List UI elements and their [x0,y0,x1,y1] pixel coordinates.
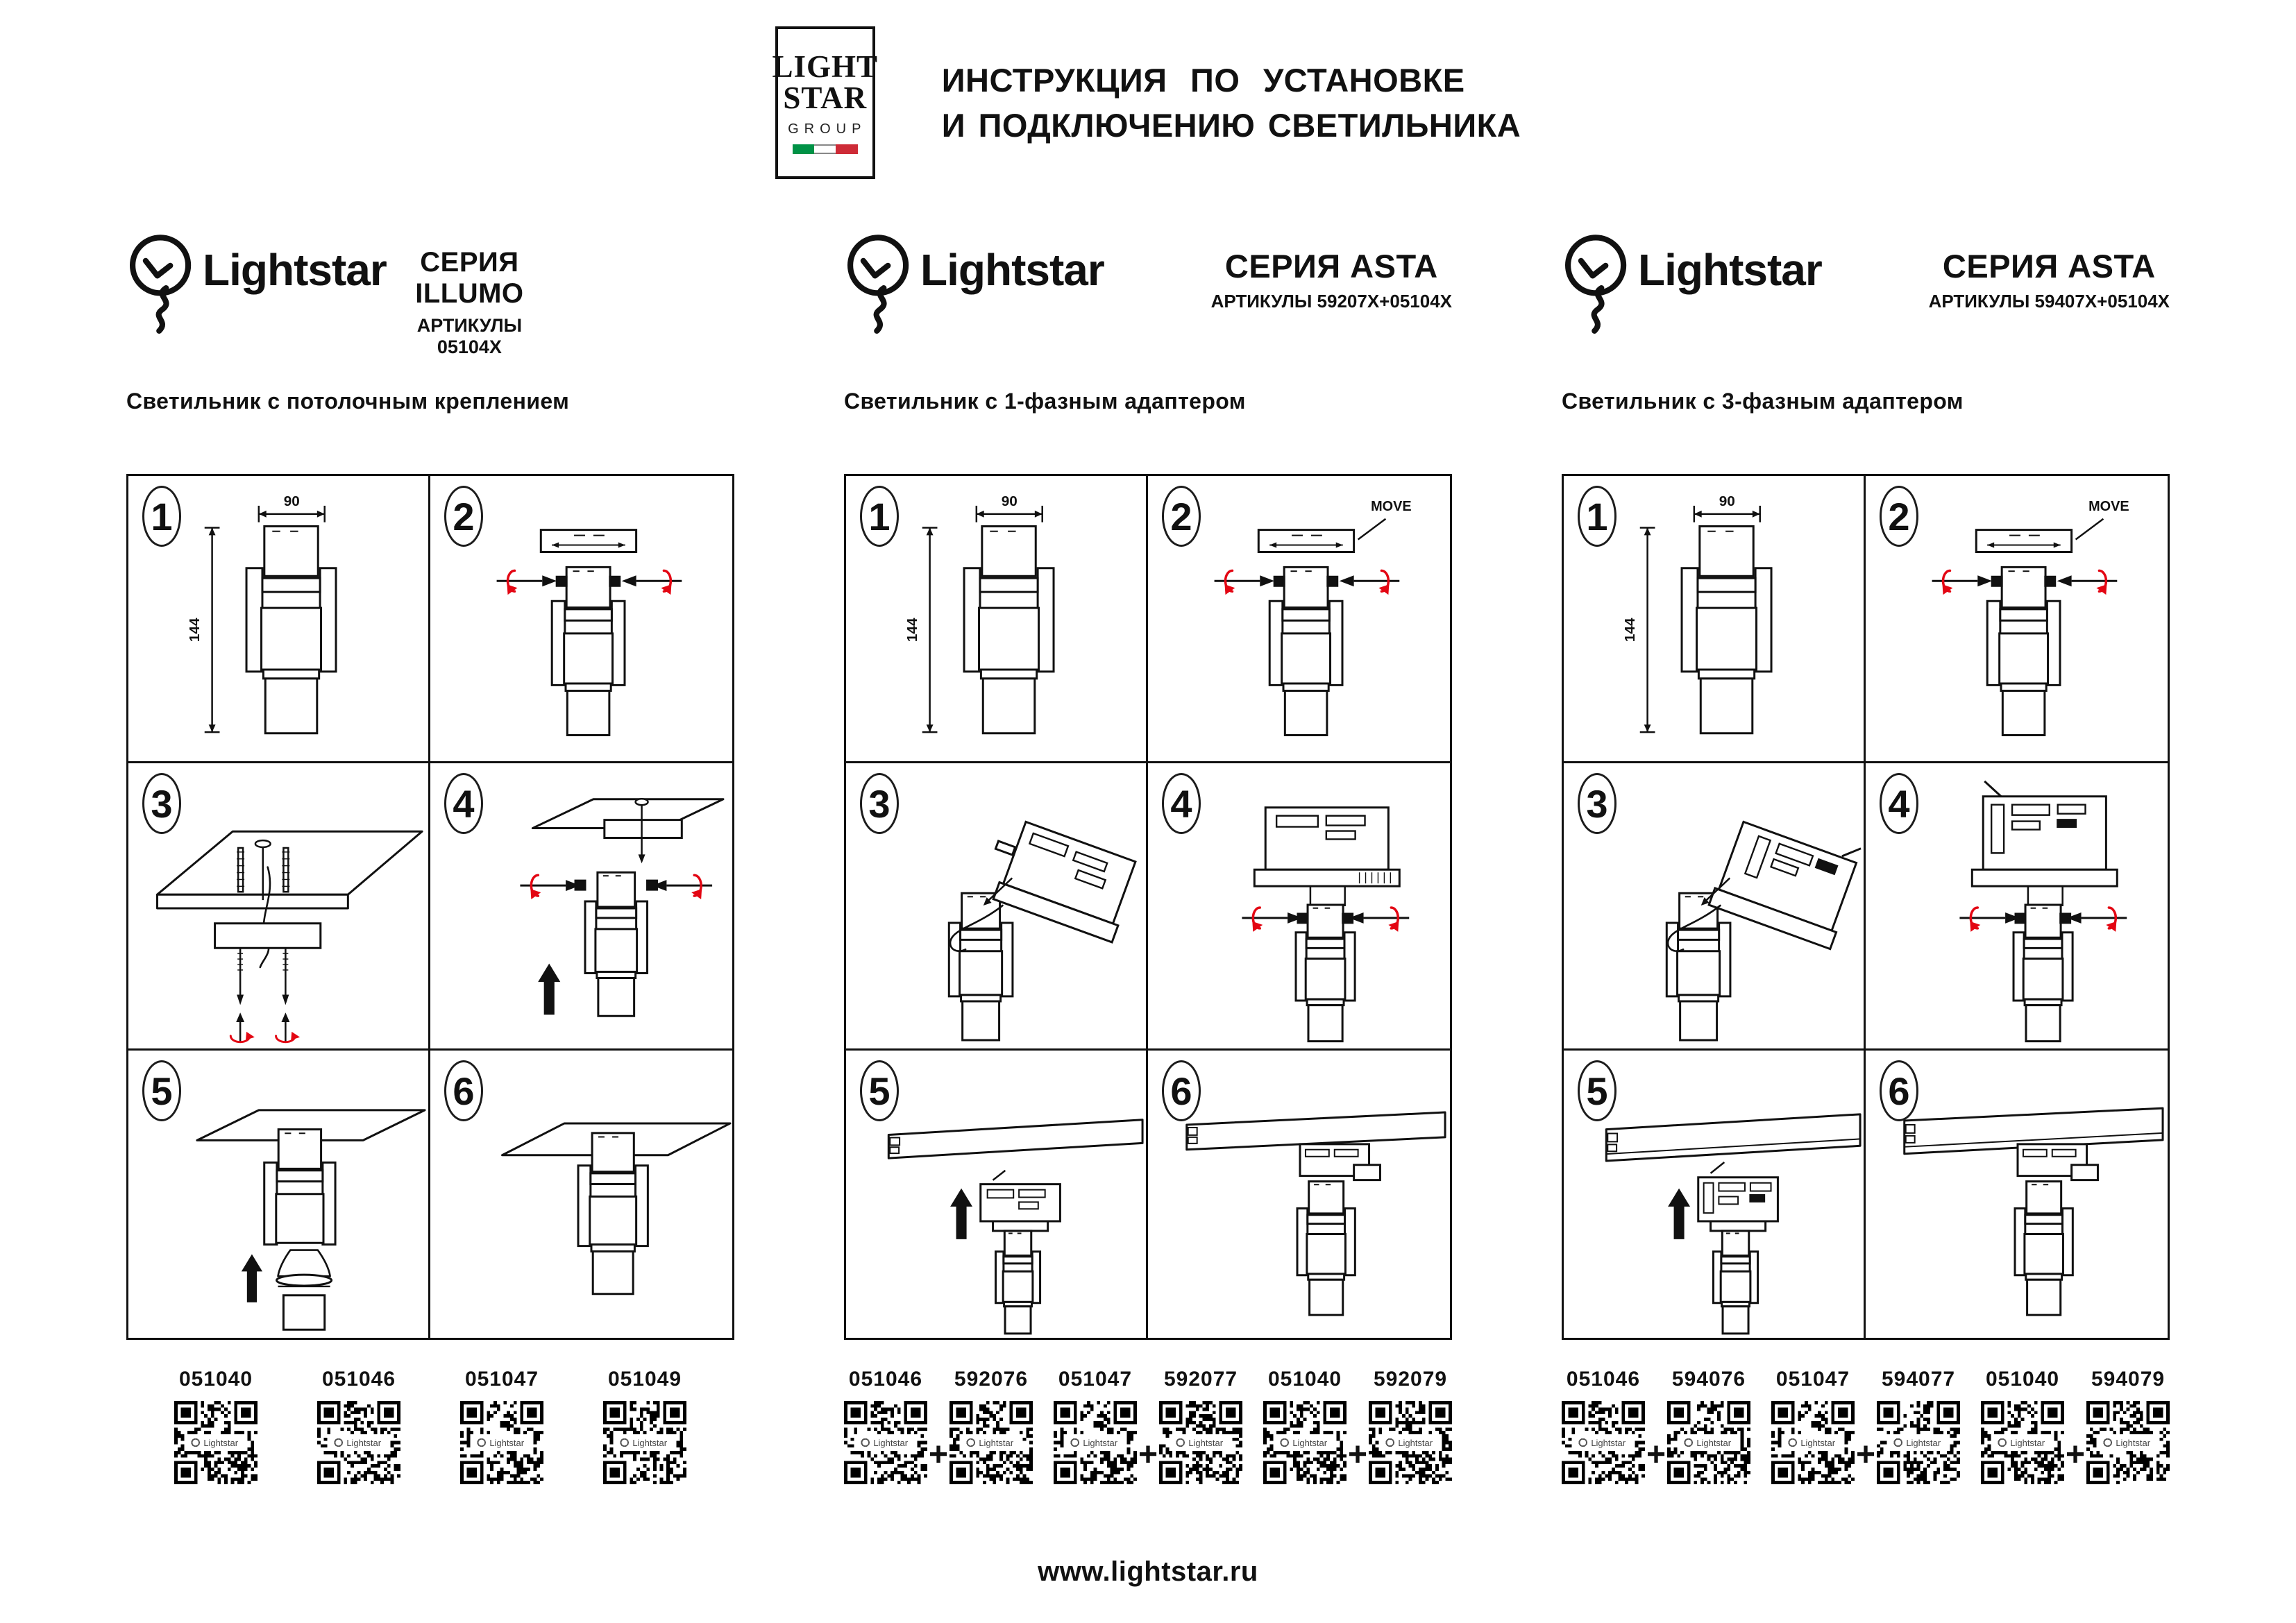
plus-icon: + [928,1436,948,1473]
title-line-2: И ПОДКЛЮЧЕНИЮ СВЕТИЛЬНИКА [941,107,1521,144]
step-number: 5 [868,1069,890,1113]
qr-watermark: Lightstar [346,1437,382,1448]
step-number-badge [1578,486,1617,547]
qr-code [1369,1401,1452,1484]
qr-code [1054,1401,1137,1484]
qr-row [844,1368,1452,1484]
qr-item [1771,1368,1855,1484]
columns-container [0,229,2296,1484]
qr-watermark: Lightstar [1398,1437,1433,1448]
qr-pair [1981,1368,2170,1484]
diagram-label: 144 [904,618,920,643]
diagram-label: 144 [1621,618,1638,643]
diagram-label: 144 [186,618,203,643]
logo-star-text: STAR [783,80,868,115]
step-number-badge [1578,1060,1617,1121]
lightstar-wordmark: Lightstar [203,245,387,295]
qr-watermark: Lightstar [2010,1437,2045,1448]
step-cell-5 [846,1051,1148,1338]
step-cell-3 [128,763,430,1051]
step-number: 1 [868,494,890,538]
step-number-badge [444,773,483,834]
qr-article-label: 051040 [1267,1368,1342,1391]
qr-code [1667,1401,1750,1484]
step-number-badge [142,1060,181,1121]
qr-article-label: 051046 [1566,1368,1640,1391]
step-number-badge [1880,1060,1918,1121]
step-number-badge [1162,486,1201,547]
steps-grid [1562,474,2170,1340]
plus-icon: + [2066,1436,2086,1473]
step-number: 6 [1888,1069,1910,1113]
title-line-1: ИНСТРУКЦИЯ ПО УСТАНОВКЕ [941,62,1465,99]
step-number-badge [444,486,483,547]
qr-item [1054,1368,1137,1484]
step-number: 3 [1586,781,1608,826]
qr-code [460,1401,543,1484]
step-number: 5 [1586,1069,1608,1113]
qr-code [1263,1401,1347,1484]
qr-code [1981,1401,2064,1484]
plus-icon: + [1348,1436,1368,1473]
diagram-label: MOVE [1371,498,1412,514]
italy-flag-icon [793,144,858,154]
qr-watermark: Lightstar [1083,1437,1118,1448]
qr-article-label: 051040 [178,1368,253,1391]
step-number-badge [1162,773,1201,834]
step-cell-4 [1866,763,2168,1051]
qr-watermark: Lightstar [632,1437,668,1448]
qr-row [1562,1368,2170,1484]
qr-row [126,1368,734,1484]
qr-article-label: 592077 [1163,1368,1238,1391]
diagram-label: 90 [1001,493,1018,509]
step-number: 1 [151,494,173,538]
step-number-badge [1578,773,1617,834]
qr-pair [1771,1368,1960,1484]
column-subtitle: Светильник с 1-фазным адаптером [844,389,1246,414]
column-illumo [126,229,734,1484]
qr-watermark: Lightstar [203,1437,239,1448]
qr-watermark: Lightstar [1591,1437,1626,1448]
step-number: 2 [453,494,475,538]
step-number: 1 [1586,494,1608,538]
brand-row [126,229,734,357]
qr-pair [1562,1368,1750,1484]
series-title: СЕРИЯ ASTA [1224,248,1438,284]
qr-watermark: Lightstar [979,1437,1014,1448]
lightstar-bulb-icon [844,229,913,341]
qr-watermark: Lightstar [2116,1437,2151,1448]
qr-code [949,1401,1033,1484]
footer-url: www.lightstar.ru [1038,1556,1258,1587]
qr-code [1159,1401,1242,1484]
series-block [387,247,552,358]
qr-item [2086,1368,2170,1484]
header [0,26,2296,179]
plus-icon: + [1138,1436,1158,1473]
step-cell-3 [1564,763,1866,1051]
step-number-badge [142,773,181,834]
column-subtitle: Светильник с потолочным креплением [126,389,570,414]
column-asta-1phase [844,229,1452,1484]
diagram-label: 90 [283,493,300,509]
series-articles: АРТИКУЛЫ 59407X+05104X [1928,291,2170,312]
qr-article-label: 594076 [1671,1368,1746,1391]
qr-code [2086,1401,2170,1484]
qr-watermark: Lightstar [1906,1437,1941,1448]
step-number-badge [1880,773,1918,834]
qr-pair [1054,1368,1242,1484]
series-title: СЕРИЯ ASTA [1942,248,2156,284]
step-number: 3 [151,781,173,826]
qr-item [317,1368,400,1484]
step-cell-1 [846,476,1148,763]
qr-watermark: Lightstar [1292,1437,1328,1448]
qr-item [1369,1368,1452,1484]
qr-article-label: 051047 [464,1368,539,1391]
column-asta-3phase [1562,229,2170,1484]
step-number: 4 [1170,781,1192,826]
diagram-label: MOVE [2088,498,2129,514]
qr-item [1562,1368,1645,1484]
step-number: 6 [1170,1069,1192,1113]
qr-watermark: Lightstar [1696,1437,1732,1448]
step-number-badge [1880,486,1918,547]
step-cell-5 [1564,1051,1866,1338]
qr-item [1667,1368,1750,1484]
logo-light-text: LIGHT [772,49,879,85]
step-cell-1 [128,476,430,763]
step-number: 2 [1170,494,1192,538]
qr-article-label: 051047 [1775,1368,1850,1391]
qr-pair [1263,1368,1452,1484]
qr-code [174,1401,258,1484]
logo-group-text: GROUP [788,121,867,137]
step-number-badge [1162,1060,1201,1121]
plus-icon: + [1646,1436,1666,1473]
step-number-badge [860,773,899,834]
qr-item [603,1368,686,1484]
step-cell-6 [1866,1051,2168,1338]
lightstar-group-logo [772,26,879,179]
qr-item [1159,1368,1242,1484]
step-number-badge [860,1060,899,1121]
qr-item [949,1368,1033,1484]
lightstar-wordmark: Lightstar [1638,245,1822,295]
step-number: 4 [453,781,475,826]
step-number: 3 [868,781,890,826]
step-cell-2 [1866,476,2168,763]
step-number: 2 [1888,494,1910,538]
step-cell-4 [1148,763,1450,1051]
series-articles: АРТИКУЛЫ 05104X [416,315,523,357]
qr-item [1877,1368,1960,1484]
qr-article-label: 594079 [2091,1368,2166,1391]
step-cell-3 [846,763,1148,1051]
step-number: 5 [151,1069,173,1113]
lightstar-bulb-icon [126,229,196,341]
steps-grid [844,474,1452,1340]
step-cell-2 [1148,476,1450,763]
qr-article-label: 594077 [1881,1368,1956,1391]
brand-row [1562,229,2170,347]
step-cell-2 [430,476,732,763]
steps-grid [126,474,734,1340]
qr-watermark: Lightstar [489,1437,525,1448]
series-articles: АРТИКУЛЫ 59207X+05104X [1210,291,1452,312]
qr-item [174,1368,258,1484]
qr-watermark: Lightstar [1188,1437,1224,1448]
column-subtitle: Светильник с 3-фазным адаптером [1562,389,1964,414]
step-cell-6 [1148,1051,1450,1338]
qr-article-label: 051049 [607,1368,682,1391]
step-cell-5 [128,1051,430,1338]
lightstar-bulb-icon [1562,229,1631,341]
qr-code [1877,1401,1960,1484]
qr-pair [844,1368,1033,1484]
qr-article-label: 051047 [1058,1368,1133,1391]
step-number-badge [444,1060,483,1121]
footer [0,1556,2296,1588]
qr-code [1562,1401,1645,1484]
brand-row [844,229,1452,347]
series-block [1929,247,2170,312]
step-number: 6 [453,1069,475,1113]
instruction-title [942,26,1521,144]
qr-article-label: 051040 [1985,1368,2060,1391]
qr-code [1771,1401,1855,1484]
qr-code [603,1401,686,1484]
step-number-badge [142,486,181,547]
step-number: 4 [1888,781,1910,826]
qr-watermark: Lightstar [873,1437,908,1448]
qr-code [317,1401,400,1484]
series-block [1211,247,1452,312]
plus-icon: + [1855,1436,1876,1473]
lightstar-wordmark: Lightstar [920,245,1104,295]
series-title: СЕРИЯ ILLUMO [415,247,524,309]
diagram-label: 90 [1719,493,1735,509]
qr-item [1263,1368,1347,1484]
qr-article-label: 592076 [954,1368,1029,1391]
step-cell-1 [1564,476,1866,763]
qr-article-label: 051046 [848,1368,922,1391]
step-cell-4 [430,763,732,1051]
qr-item [460,1368,543,1484]
qr-code [844,1401,927,1484]
step-cell-6 [430,1051,732,1338]
step-number-badge [860,486,899,547]
qr-watermark: Lightstar [1800,1437,1836,1448]
qr-item [1981,1368,2064,1484]
qr-article-label: 592079 [1373,1368,1448,1391]
qr-article-label: 051046 [321,1368,396,1391]
qr-item [844,1368,927,1484]
